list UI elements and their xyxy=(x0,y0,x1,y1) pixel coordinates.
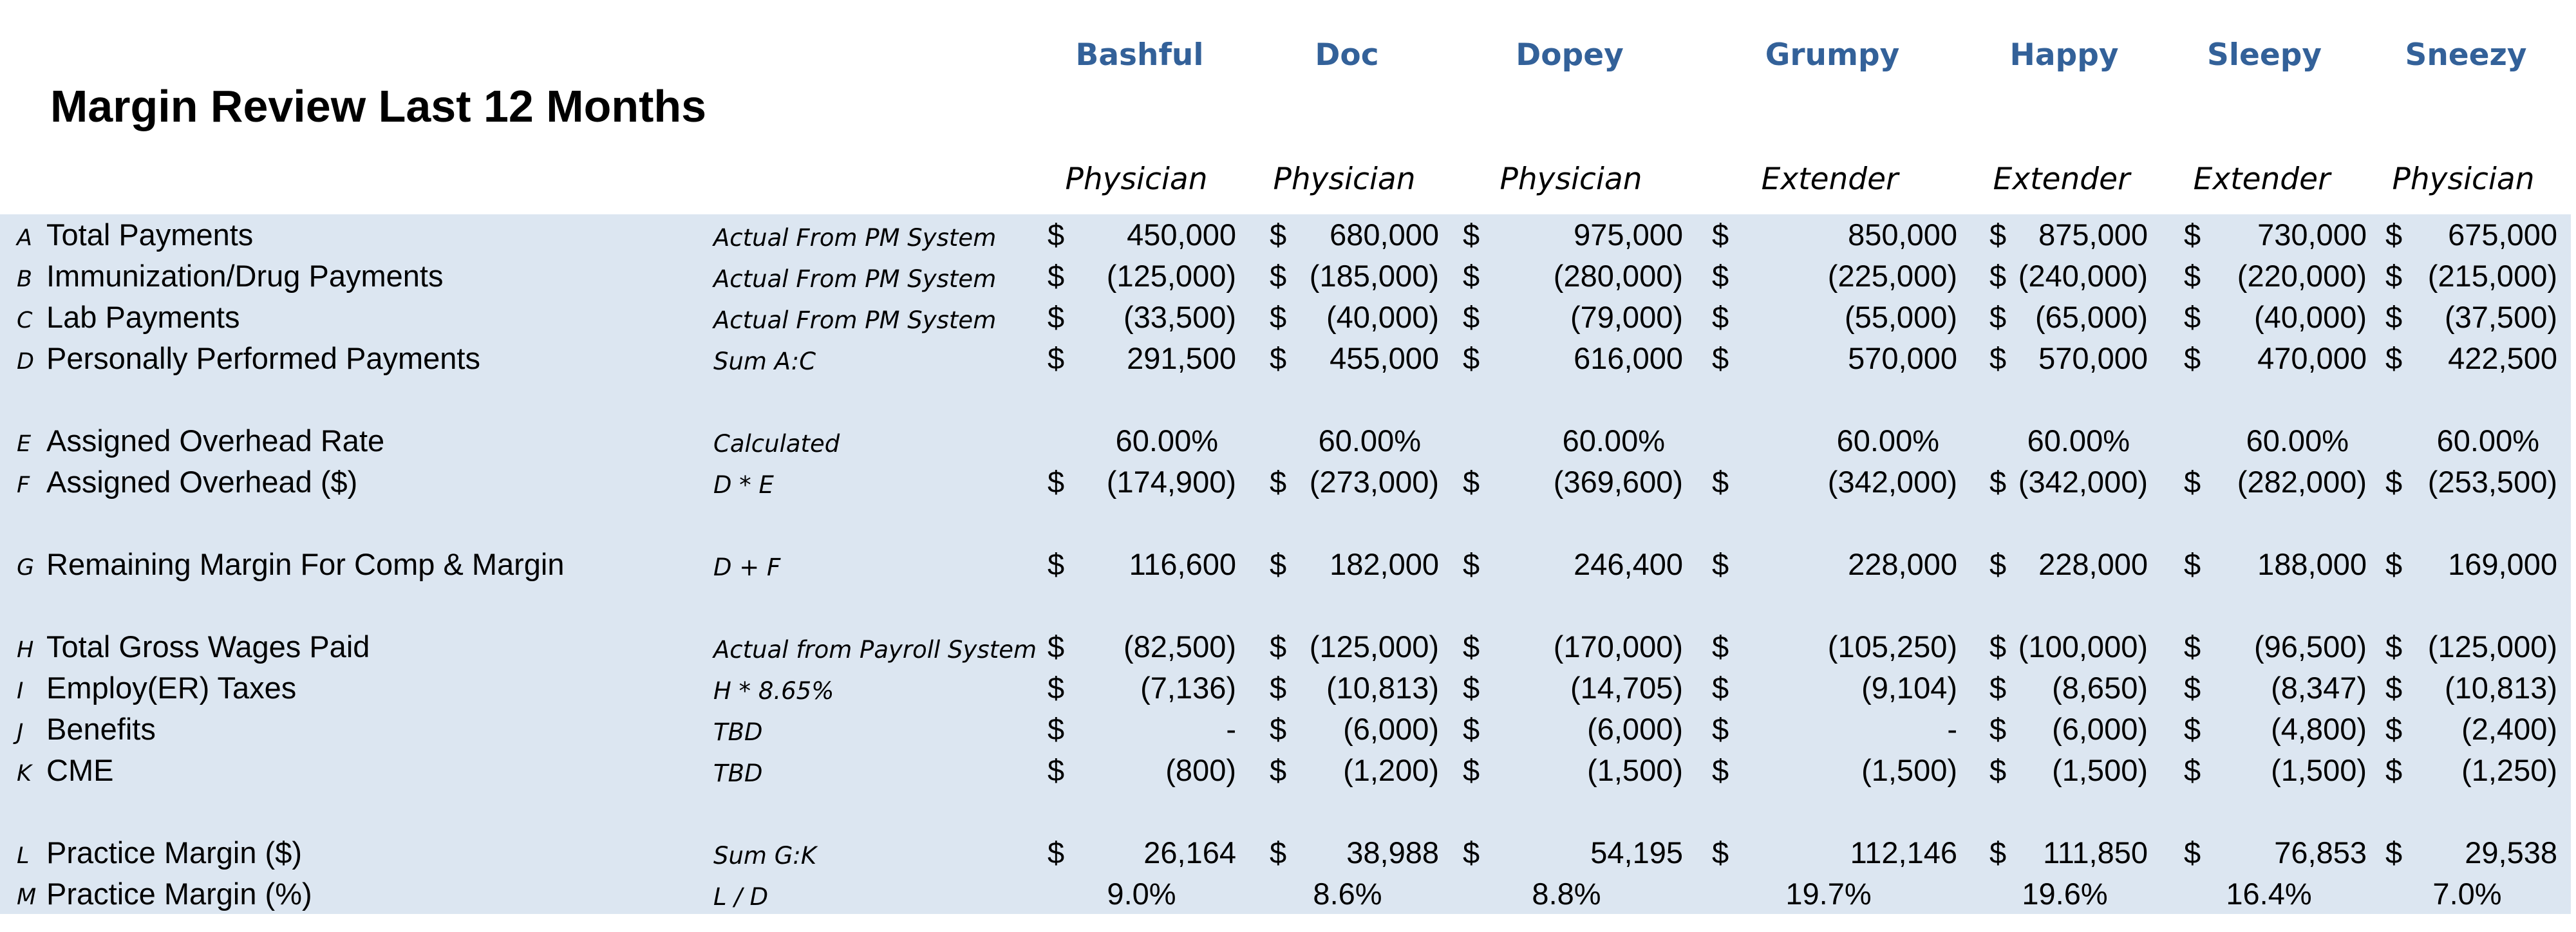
value-cell: (55,000) xyxy=(1844,300,1957,334)
table-row xyxy=(0,544,2576,585)
table-row xyxy=(0,709,2576,750)
currency-symbol: $ xyxy=(1270,300,1287,334)
currency-symbol: $ xyxy=(1712,835,1729,870)
value-cell: (6,000) xyxy=(1587,712,1683,746)
row-method: Sum G:K xyxy=(713,842,817,870)
value-cell: (1,500) xyxy=(1587,753,1683,787)
table-row xyxy=(0,750,2576,791)
value-cell: (8,347) xyxy=(2271,671,2367,705)
value-cell: 19.6% xyxy=(2022,877,2108,911)
value-cell: (125,000) xyxy=(1106,259,1236,293)
value-cell: (6,000) xyxy=(2052,712,2148,746)
value-cell: (33,500) xyxy=(1123,300,1236,334)
value-cell: (800) xyxy=(1165,753,1236,787)
currency-symbol: $ xyxy=(1463,218,1480,252)
value-cell: - xyxy=(1226,712,1236,746)
value-cell: (342,000) xyxy=(1827,465,1957,499)
value-cell: 875,000 xyxy=(2038,218,2148,252)
currency-symbol: $ xyxy=(2184,712,2201,746)
row-method: TBD xyxy=(713,760,763,787)
row-label: Employ(ER) Taxes xyxy=(46,671,297,705)
currency-symbol: $ xyxy=(1989,835,2007,870)
value-cell: (82,500) xyxy=(1123,629,1236,664)
currency-symbol: $ xyxy=(1270,259,1287,293)
table-row xyxy=(0,297,2576,338)
row-label: Assigned Overhead Rate xyxy=(46,424,385,458)
currency-symbol: $ xyxy=(1463,547,1480,581)
currency-symbol: $ xyxy=(1270,671,1287,705)
value-cell: 29,538 xyxy=(2465,835,2557,870)
value-cell: 26,164 xyxy=(1143,835,1236,870)
currency-symbol: $ xyxy=(1048,218,1065,252)
currency-symbol: $ xyxy=(1463,671,1480,705)
currency-symbol: $ xyxy=(1270,218,1287,252)
currency-symbol: $ xyxy=(2184,753,2201,787)
currency-symbol: $ xyxy=(2385,712,2403,746)
currency-symbol: $ xyxy=(1270,465,1287,499)
currency-symbol: $ xyxy=(2184,300,2201,334)
currency-symbol: $ xyxy=(2385,547,2403,581)
value-cell: 291,500 xyxy=(1127,341,1236,375)
currency-symbol: $ xyxy=(1989,218,2007,252)
value-cell: (79,000) xyxy=(1570,300,1683,334)
value-cell: 8.8% xyxy=(1532,877,1601,911)
row-letter: L xyxy=(17,843,30,869)
row-letter: H xyxy=(17,637,34,663)
currency-symbol: $ xyxy=(1712,259,1729,293)
currency-symbol: $ xyxy=(2184,218,2201,252)
value-cell: 76,853 xyxy=(2274,835,2367,870)
currency-symbol: $ xyxy=(1048,259,1065,293)
value-cell: 60.00% xyxy=(2436,424,2539,458)
provider-type-sneezy: Physician xyxy=(2392,162,2535,197)
currency-symbol: $ xyxy=(2184,341,2201,375)
value-cell: 19.7% xyxy=(1785,877,1872,911)
value-cell: (253,500) xyxy=(2427,465,2557,499)
row-letter: K xyxy=(17,761,32,787)
row-letter: B xyxy=(17,266,33,292)
value-cell: (10,813) xyxy=(2444,671,2557,705)
row-method: Calculated xyxy=(713,430,840,458)
value-cell: 570,000 xyxy=(2038,341,2148,375)
value-cell: (10,813) xyxy=(1326,671,1439,705)
currency-symbol: $ xyxy=(2184,465,2201,499)
value-cell: 8.6% xyxy=(1313,877,1382,911)
table-row xyxy=(0,873,2576,915)
value-cell: (125,000) xyxy=(2427,629,2557,664)
row-method: Actual from Payroll System xyxy=(713,636,1037,664)
table-row xyxy=(0,338,2576,379)
currency-symbol: $ xyxy=(1712,341,1729,375)
currency-symbol: $ xyxy=(1712,465,1729,499)
currency-symbol: $ xyxy=(1270,629,1287,664)
currency-symbol: $ xyxy=(1712,629,1729,664)
value-cell: (185,000) xyxy=(1309,259,1439,293)
currency-symbol: $ xyxy=(2385,835,2403,870)
value-cell: (40,000) xyxy=(2253,300,2367,334)
value-cell: (96,500) xyxy=(2253,629,2367,664)
currency-symbol: $ xyxy=(1989,753,2007,787)
value-cell: (369,600) xyxy=(1553,465,1683,499)
value-cell: (9,104) xyxy=(1861,671,1957,705)
value-cell: (6,000) xyxy=(1343,712,1439,746)
table-row xyxy=(0,256,2576,297)
currency-symbol: $ xyxy=(1463,300,1480,334)
value-cell: 112,146 xyxy=(1850,835,1957,870)
currency-symbol: $ xyxy=(1270,712,1287,746)
currency-symbol: $ xyxy=(1989,465,2007,499)
value-cell: (1,500) xyxy=(1861,753,1957,787)
value-cell: 182,000 xyxy=(1330,547,1439,581)
value-cell: 246,400 xyxy=(1574,547,1683,581)
row-label: Benefits xyxy=(46,712,156,746)
currency-symbol: $ xyxy=(1463,341,1480,375)
currency-symbol: $ xyxy=(1463,629,1480,664)
table-row xyxy=(0,214,2576,256)
table-row xyxy=(0,832,2576,873)
currency-symbol: $ xyxy=(1989,712,2007,746)
provider-type-dopey: Physician xyxy=(1500,162,1642,197)
value-cell: (225,000) xyxy=(1827,259,1957,293)
value-cell: (40,000) xyxy=(1326,300,1439,334)
currency-symbol: $ xyxy=(1048,753,1065,787)
row-letter: M xyxy=(17,884,37,910)
currency-symbol: $ xyxy=(1989,671,2007,705)
provider-name-grumpy: Grumpy xyxy=(1765,37,1900,73)
currency-symbol: $ xyxy=(2184,671,2201,705)
provider-type-bashful: Physician xyxy=(1065,162,1208,197)
currency-symbol: $ xyxy=(2385,341,2403,375)
provider-name-happy: Happy xyxy=(2009,37,2119,73)
currency-symbol: $ xyxy=(1989,300,2007,334)
row-label: Lab Payments xyxy=(46,300,240,334)
row-letter: C xyxy=(17,308,33,333)
currency-symbol: $ xyxy=(2184,629,2201,664)
currency-symbol: $ xyxy=(1270,341,1287,375)
value-cell: 9.0% xyxy=(1107,877,1176,911)
value-cell: (7,136) xyxy=(1140,671,1236,705)
value-cell: 54,195 xyxy=(1590,835,1683,870)
value-cell: (14,705) xyxy=(1570,671,1683,705)
value-cell: (273,000) xyxy=(1309,465,1439,499)
provider-name-doc: Doc xyxy=(1315,37,1379,73)
value-cell: 38,988 xyxy=(1346,835,1439,870)
value-cell: (342,000) xyxy=(2018,465,2148,499)
row-label: Remaining Margin For Comp & Margin xyxy=(46,547,565,581)
currency-symbol: $ xyxy=(1463,835,1480,870)
value-cell: (215,000) xyxy=(2427,259,2557,293)
value-cell: (1,500) xyxy=(2271,753,2367,787)
currency-symbol: $ xyxy=(1712,218,1729,252)
value-cell: (280,000) xyxy=(1553,259,1683,293)
value-cell: 422,500 xyxy=(2448,341,2557,375)
currency-symbol: $ xyxy=(1270,547,1287,581)
currency-symbol: $ xyxy=(1270,753,1287,787)
row-method: Sum A:C xyxy=(713,348,816,375)
row-label: Total Payments xyxy=(46,218,254,252)
value-cell: (125,000) xyxy=(1309,629,1439,664)
currency-symbol: $ xyxy=(1048,300,1065,334)
value-cell: - xyxy=(1947,712,1957,746)
currency-symbol: $ xyxy=(2385,671,2403,705)
value-cell: (1,250) xyxy=(2461,753,2557,787)
currency-symbol: $ xyxy=(1048,712,1065,746)
currency-symbol: $ xyxy=(2385,259,2403,293)
row-method: D * E xyxy=(713,471,774,499)
value-cell: 169,000 xyxy=(2448,547,2557,581)
value-cell: 680,000 xyxy=(1330,218,1439,252)
value-cell: 570,000 xyxy=(1848,341,1957,375)
currency-symbol: $ xyxy=(1712,547,1729,581)
row-method: Actual From PM System xyxy=(713,224,997,252)
value-cell: 60.00% xyxy=(2027,424,2130,458)
value-cell: 450,000 xyxy=(1127,218,1236,252)
value-cell: (65,000) xyxy=(2035,300,2148,334)
row-method: Actual From PM System xyxy=(713,306,997,334)
row-label: Practice Margin (%) xyxy=(46,877,312,911)
provider-type-doc: Physician xyxy=(1273,162,1416,197)
value-cell: 730,000 xyxy=(2257,218,2367,252)
provider-name-sneezy: Sneezy xyxy=(2405,37,2527,73)
row-letter: E xyxy=(17,431,32,457)
value-cell: (170,000) xyxy=(1553,629,1683,664)
value-cell: 228,000 xyxy=(2038,547,2148,581)
value-cell: 116,600 xyxy=(1129,547,1236,581)
row-label: Immunization/Drug Payments xyxy=(46,259,444,293)
currency-symbol: $ xyxy=(2385,753,2403,787)
provider-name-dopey: Dopey xyxy=(1516,37,1624,73)
row-letter: J xyxy=(17,720,24,745)
value-cell: 228,000 xyxy=(1848,547,1957,581)
currency-symbol: $ xyxy=(1048,671,1065,705)
currency-symbol: $ xyxy=(1712,712,1729,746)
row-method: L / D xyxy=(713,883,769,911)
value-cell: 975,000 xyxy=(1574,218,1683,252)
value-cell: (282,000) xyxy=(2237,465,2367,499)
currency-symbol: $ xyxy=(1048,341,1065,375)
value-cell: (37,500) xyxy=(2444,300,2557,334)
value-cell: (8,650) xyxy=(2052,671,2148,705)
provider-type-sleepy: Extender xyxy=(2193,162,2331,197)
currency-symbol: $ xyxy=(1712,300,1729,334)
value-cell: 60.00% xyxy=(1115,424,1218,458)
provider-type-grumpy: Extender xyxy=(1761,162,1899,197)
currency-symbol: $ xyxy=(1989,341,2007,375)
row-letter: A xyxy=(17,225,32,251)
currency-symbol: $ xyxy=(1048,465,1065,499)
provider-name-bashful: Bashful xyxy=(1075,37,1204,73)
currency-symbol: $ xyxy=(2184,259,2201,293)
value-cell: (174,900) xyxy=(1106,465,1236,499)
value-cell: (220,000) xyxy=(2237,259,2367,293)
currency-symbol: $ xyxy=(1989,629,2007,664)
value-cell: 60.00% xyxy=(1562,424,1665,458)
currency-symbol: $ xyxy=(1463,259,1480,293)
value-cell: 675,000 xyxy=(2448,218,2557,252)
currency-symbol: $ xyxy=(1270,835,1287,870)
value-cell: 188,000 xyxy=(2257,547,2367,581)
currency-symbol: $ xyxy=(1048,629,1065,664)
row-letter: D xyxy=(17,349,34,375)
value-cell: 616,000 xyxy=(1574,341,1683,375)
row-label: CME xyxy=(46,753,114,787)
value-cell: 16.4% xyxy=(2226,877,2312,911)
value-cell: (1,500) xyxy=(2052,753,2148,787)
currency-symbol: $ xyxy=(1712,753,1729,787)
page-title: Margin Review Last 12 Months xyxy=(50,81,707,131)
row-letter: F xyxy=(17,472,30,498)
row-label: Practice Margin ($) xyxy=(46,835,302,870)
value-cell: 850,000 xyxy=(1848,218,1957,252)
row-method: D + F xyxy=(713,554,781,581)
currency-symbol: $ xyxy=(2385,629,2403,664)
currency-symbol: $ xyxy=(1048,547,1065,581)
row-label: Assigned Overhead ($) xyxy=(46,465,358,499)
table-row xyxy=(0,667,2576,709)
row-label: Personally Performed Payments xyxy=(46,341,480,375)
currency-symbol: $ xyxy=(1463,753,1480,787)
currency-symbol: $ xyxy=(2184,547,2201,581)
value-cell: 455,000 xyxy=(1330,341,1439,375)
row-letter: I xyxy=(17,678,24,704)
table-row xyxy=(0,626,2576,667)
row-letter: G xyxy=(17,555,35,581)
value-cell: (100,000) xyxy=(2018,629,2148,664)
provider-name-sleepy: Sleepy xyxy=(2207,37,2322,73)
value-cell: (2,400) xyxy=(2461,712,2557,746)
currency-symbol: $ xyxy=(2385,465,2403,499)
value-cell: (240,000) xyxy=(2018,259,2148,293)
value-cell: 7.0% xyxy=(2432,877,2502,911)
row-label: Total Gross Wages Paid xyxy=(46,629,370,664)
row-method: TBD xyxy=(713,718,763,746)
table-row xyxy=(0,461,2576,503)
currency-symbol: $ xyxy=(1048,835,1065,870)
currency-symbol: $ xyxy=(2184,835,2201,870)
currency-symbol: $ xyxy=(1989,547,2007,581)
value-cell: (105,250) xyxy=(1827,629,1957,664)
currency-symbol: $ xyxy=(1463,712,1480,746)
value-cell: (4,800) xyxy=(2271,712,2367,746)
value-cell: 60.00% xyxy=(2246,424,2349,458)
provider-type-happy: Extender xyxy=(1993,162,2130,197)
value-cell: 60.00% xyxy=(1318,424,1421,458)
table-row xyxy=(0,420,2576,461)
currency-symbol: $ xyxy=(1463,465,1480,499)
currency-symbol: $ xyxy=(1989,259,2007,293)
currency-symbol: $ xyxy=(2385,300,2403,334)
row-method: H * 8.65% xyxy=(713,677,834,705)
value-cell: (1,200) xyxy=(1343,753,1439,787)
value-cell: 111,850 xyxy=(2043,835,2148,870)
value-cell: 470,000 xyxy=(2257,341,2367,375)
currency-symbol: $ xyxy=(1712,671,1729,705)
row-method: Actual From PM System xyxy=(713,265,997,293)
value-cell: 60.00% xyxy=(1836,424,1939,458)
currency-symbol: $ xyxy=(2385,218,2403,252)
